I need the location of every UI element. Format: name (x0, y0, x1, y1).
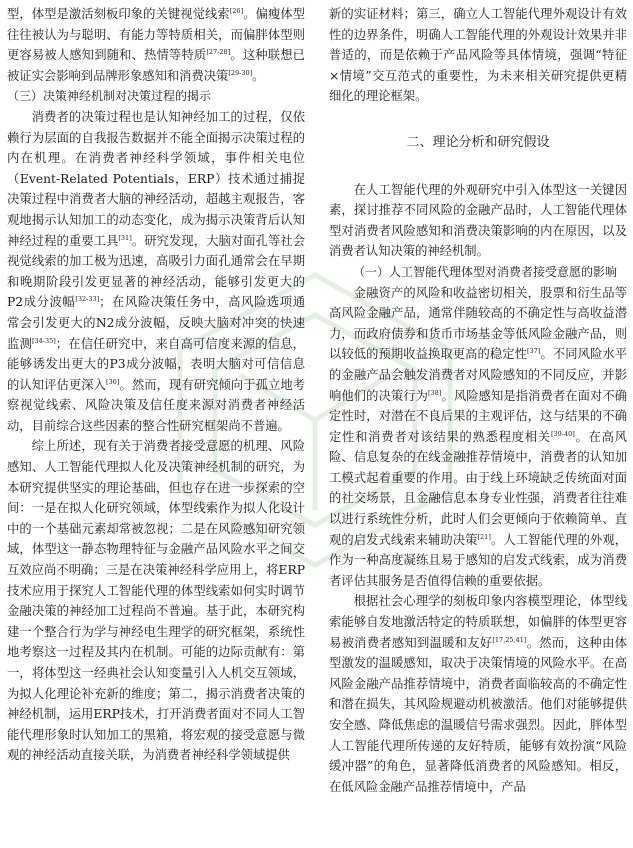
section-heading (329, 262, 627, 283)
paragraph-text: 。在高风险、信息复杂的在线金融推荐情境中，消费者的认知加工模式起着重要的作用。由于线上环境缺乏传统面对面的社交场景，且金融信息本身专业性强，消费者往往难以进行系统性分析，此时人们会更倾向于依赖简单、直观的启发式线索来辅助决策 (329, 429, 627, 547)
body-paragraph (329, 4, 627, 107)
citation-ref: [39-40] (550, 429, 575, 438)
paragraph-text: 消费者的决策过程也是认知神经加工的过程，仅依赖行为层面的自我报告数据并不能全面揭示决策过程的内在机理。在消费者神经科学领域，事件相关电位（Event-Related Potentials，ERP）技术通过捕捉决策过程中消费者大脑的神经活动，超越主观报告，客观地揭示认知加工的动态变化，成为揭示决策背后认知神经过程的重要工具 (7, 109, 305, 248)
paragraph-text: （一）人工智能代理体型对消费者接受意愿的影响 (353, 264, 618, 279)
paragraph-text: 。然而，这种由体型激发的温暖感知，取决于决策情境的风险水平。在高风险金融产品推荐情境中，消费者面临较高的不确定性和潜在损失，其风险规避动机被激活。他们对能够提供安全感、降低焦虑的温暖信号需求强烈。因此，胖体型人工智能代理所传递的友好特质，能够有效扮演“风险缓冲器”的角色，显著降低消费者的风险感知。相反，在低风险金融产品推荐情境中，产品 (329, 635, 627, 794)
body-paragraph (7, 107, 305, 437)
chapter-heading (329, 133, 627, 154)
citation-ref: [21] (477, 532, 491, 541)
citation-ref: [29-30] (228, 68, 253, 77)
body-paragraph (7, 436, 305, 766)
paragraph-text: 。人工智能代理的外观，作为一种高度凝练且易于感知的启发式线索，成为消费者评估其服务是否值得信赖的重要依据。 (329, 532, 627, 588)
citation-ref: [31] (118, 233, 132, 242)
paragraph-text: ；在信任研究中，来自高可信度来源的信息，能够诱发出更大的P3成分波幅，表明大脑对可信信息的认知评估更深入 (7, 336, 305, 392)
paragraph-text: 新的实证材料；第三，确立人工智能代理外观设计有效性的边界条件，明确人工智能代理的外观设计效果并非普适的，而是依赖于产品风险等具体情境，强调“特征×情境”交互范式的重要性，为未来相关研究提供更精细化的理论框架。 (329, 7, 627, 104)
paragraph-text: 二、理论分析和研究假设 (406, 134, 550, 150)
body-paragraph (7, 4, 305, 86)
body-paragraph (329, 283, 627, 592)
citation-ref: [27-28] (206, 48, 231, 57)
citation-ref: [36] (106, 377, 120, 386)
section-heading (7, 86, 305, 107)
paragraph-text: 。研究发现，大脑对面孔等社会视觉线索的加工极为迅速，高吸引力面孔通常会在早期和晚期阶段引发更显著的神经活动，能够引发更大的P2成分波幅 (7, 233, 305, 310)
paragraph-text: 。偏瘦体型往往被认为与聪明、有能力等特质相关，而偏胖体型则更容易被人感知到随和、热情等特质 (7, 7, 305, 63)
paragraph-text: 。 (252, 68, 265, 83)
paragraph-text: 综上所述，现有关于消费者接受意愿的机理、风险感知、人工智能代理拟人化及决策神经机制的研究，为本研究提供坚实的理论基础，但也存在进一步探索的空间：一是在拟人化研究领域，体型线索作为拟人化设计中的一个基础元素却常被忽视；二是在风险感知研究领域，体型这一静态物理特征与金融产品风险水平之间交互效应尚不明确；三是在决策神经科学应用上，将ERP技术应用于探究人工智能代理的体型线索如何实时调节金融决策的神经加工过程尚不普遍。基于此，本研究构建一个整合行为学与神经电生理学的研究框架，系统性地考察这一过程及其内在机制。可能的边际贡献有：第一，将体型这一经典社会认知变量引入人机交互领域，为拟人化理论补充新的维度；第二，揭示消费者决策的神经机制，运用ERP技术，打开消费者面对不同人工智能代理形象时认知加工的黑箱，将宏观的接受意愿与微观的神经活动直接关联，为消费者神经科学领域提供 (7, 439, 305, 763)
paragraph-text: 。然而，现有研究倾向于孤立地考察视觉线索、风险决策及信任度来源对消费者神经活动，目前综合这些因素的整合性研究框架尚不普遍。 (7, 377, 305, 433)
paragraph-text: 。风险感知是指消费者在面对不确定性时，对潜在不良后果的主观评估，这与结果的不确定性和消费者对该结果的熟悉程度相关 (329, 388, 627, 444)
citation-ref: [17,25,41] (492, 635, 527, 644)
citation-ref: [37] (527, 347, 541, 356)
paragraph-text: 型，体型是激活刻板印象的关键视觉线索 (7, 7, 230, 21)
paragraph-text: 在人工智能代理的外观研究中引入体型这一关键因素，探讨推荐不同风险的金融产品时，人工智能代理体型对消费者风险感知和消费决策影响的内在原因，以及消费者认知决策的神经机制。 (329, 182, 627, 259)
body-paragraph (329, 180, 627, 262)
right-column (329, 4, 627, 797)
left-column (7, 4, 305, 766)
paragraph-text: （三）决策神经机制对决策过程的揭示 (7, 89, 212, 104)
citation-ref: [32-33] (75, 295, 100, 304)
paragraph-text: ；在风险决策任务中，高风险选项通常会引发更大的N2成分波幅，反映大脑对冲突的快速监测 (7, 295, 305, 351)
citation-ref: [34-35] (31, 336, 56, 345)
paragraph-text: 。不同风险水平的金融产品会触发消费者对风险感知的不同反应，并影响他们的决策行为 (329, 347, 627, 403)
paragraph-text: 根据社会心理学的刻板印象内容模型理论，体型线索能够自发地激活特定的特质联想，如偏胖的体型更容易被消费者感知到温暖和友好 (329, 594, 627, 650)
citation-ref: [26] (229, 6, 244, 15)
paragraph-text: 金融资产的风险和收益密切相关，股票和衍生品等高风险金融产品，通常伴随较高的不确定性与高收益潜力，而政府债券和货币市场基金等低风险金融产品，则以较低的预期收益换取更高的稳定性 (329, 285, 627, 362)
citation-ref: [38] (428, 388, 442, 397)
body-paragraph (329, 591, 627, 797)
paragraph-text: 。这种联想已被证实会影响到品牌形象感知和消费决策 (7, 48, 305, 83)
